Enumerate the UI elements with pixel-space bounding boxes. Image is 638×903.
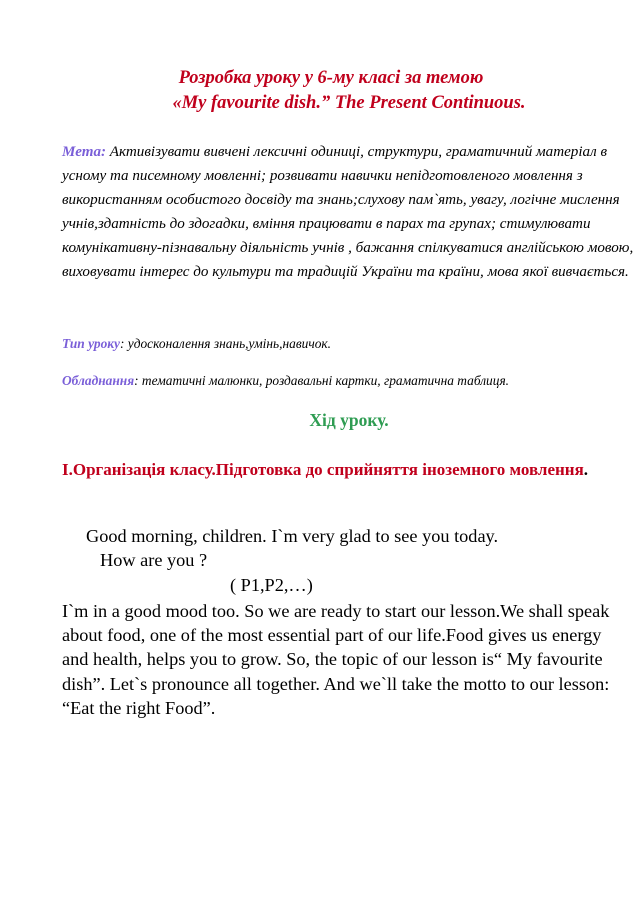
section-1-period: . [583,460,589,479]
goal-label: Мета: [62,144,107,160]
lesson-type-label: Тип уроку [62,336,120,351]
section-1-title: I.Організація класу.Підготовка до сприйняття іноземного мовлення [62,460,584,479]
lesson-type-text: : удосконалення знань,умінь,навичок. [120,336,332,351]
question-line: How are you ? [100,550,208,570]
intro-paragraph: I`m in a good mood too. So we are ready to start our lesson.We shall speak about food, one of the most essential part of our life.Food gives us energy and health, helps you to grow. So, the topic of our lesson is“ My favourite dish”. Let`s pronounce all together. And we`ll take the motto to our lesson: “Eat the right Food”. [62,601,610,718]
pupils-line: ( P1,P2,…) [230,575,313,595]
section-1-heading [62,456,634,483]
document-title-line-1: Розробка уроку у 6-му класі за темою [178,68,484,88]
document-title-line-2: «My favourite dish.” The Present Continuous. [172,93,526,113]
greeting-line: Good morning, children. I`m very glad to see you today. [86,526,499,546]
goal-text: Активізувати вивчені лексичні одиниці, структури, граматичний матеріал в усному та писемному мовленні; розвивати навички непідготовленого мовлення з використанням особистого досвіду та знань;слухову пам`ять, увагу, логічне мислення учнів,здатність до здогадки, вміння працювати в парах та групах; стимулювати комунікативну-пізнавальну діяльність учнів , бажання спілкуватися англійською мовою, виховувати інтерес до культури та традицій України та країни, мова якої вивчається. [62,144,634,280]
equipment-label: Обладнання [62,373,135,388]
lesson-type-paragraph [62,336,638,352]
course-heading: Хід уроку. [309,410,389,430]
goal-paragraph [62,140,634,284]
equipment-text: : тематичні малюнки, роздавальні картки, граматична таблиця. [134,373,510,388]
equipment-paragraph [62,373,638,389]
